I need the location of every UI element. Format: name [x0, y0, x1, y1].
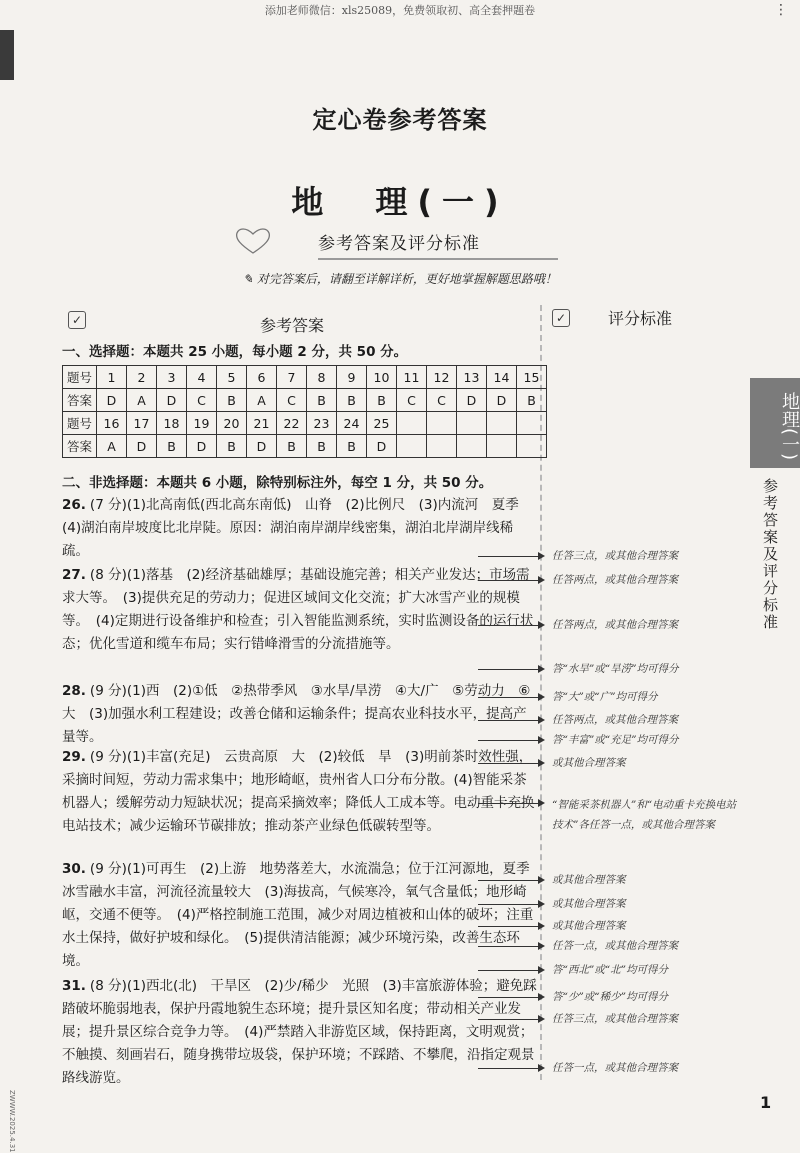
table-cell: 19 — [187, 412, 217, 435]
note-arrow-line — [478, 997, 538, 998]
table-cell: 4 — [187, 366, 217, 389]
question-number: 31. — [62, 978, 86, 994]
table-cell — [487, 435, 517, 458]
arrow-right-icon — [538, 716, 545, 724]
section-2-heading: 二、非选择题：本题共 6 小题，除特别标注外，每空 1 分，共 50 分。 — [62, 475, 493, 491]
tip-label: 对完答案后，请翻至详解详析，更好地掌握解题思路哦！ — [256, 272, 557, 286]
table-cell — [397, 435, 427, 458]
note-arrow-line — [478, 625, 538, 626]
table-cell: 14 — [487, 366, 517, 389]
table-cell: 题号 — [63, 366, 97, 389]
note-arrow-line — [478, 803, 538, 804]
arrow-right-icon — [538, 576, 545, 584]
table-cell — [517, 412, 547, 435]
table-cell: 答案 — [63, 435, 97, 458]
arrow-right-icon — [538, 922, 545, 930]
table-cell: B — [517, 389, 547, 412]
answer-text: (9 分)(1)西 (2)①低 ②热带季风 ③水旱/旱涝 ④大/广 ⑤劳动力 ⑥大 (3)加强水利工程建设；改善仓储和运输条件；提高农业科技水平，提高产量等。 — [62, 683, 531, 745]
answer-text: (8 分)(1)西北(北) 干旱区 (2)少/稀少 光照 (3)丰富旅游体验；避免踩踏破坏脆弱地表，保护丹霞地貌生态环境；提升景区知名度；带动相关产业发展；提升景区综合竞争力等。 (4)严禁踏入非游览区域，保持距离，文明观赏；不触摸、刻画岩石，随身携带垃圾袋，保护环境；不踩踏、不攀爬，沿指定观景路线游览。 — [62, 978, 537, 1086]
note-arrow-line — [478, 1068, 538, 1069]
note-arrow-line — [478, 580, 538, 581]
table-cell: 12 — [427, 366, 457, 389]
table-cell: C — [397, 389, 427, 412]
heart-icon — [231, 225, 275, 257]
table-cell — [427, 412, 457, 435]
scoring-note: 任答两点，或其他合理答案 — [552, 574, 678, 586]
table-row — [63, 435, 547, 458]
more-menu-icon[interactable]: ⋮ — [774, 2, 788, 18]
table-cell: D — [187, 435, 217, 458]
table-row — [63, 412, 547, 435]
table-cell: C — [277, 389, 307, 412]
table-cell: 22 — [277, 412, 307, 435]
table-cell: 7 — [277, 366, 307, 389]
note-arrow-line — [478, 1019, 538, 1020]
table-cell: D — [97, 389, 127, 412]
answer-31 — [62, 975, 540, 1090]
banner-underline — [318, 258, 558, 260]
table-cell — [487, 412, 517, 435]
table-cell — [397, 412, 427, 435]
arrow-right-icon — [538, 759, 545, 767]
table-cell: 16 — [97, 412, 127, 435]
table-cell: 20 — [217, 412, 247, 435]
table-cell: D — [247, 435, 277, 458]
scoring-note: 答“少”或“稀少”均可得分 — [552, 991, 668, 1003]
table-row — [63, 366, 547, 389]
scoring-note: 或其他合理答案 — [552, 874, 626, 886]
table-cell: 24 — [337, 412, 367, 435]
arrow-right-icon — [538, 1015, 545, 1023]
table-row — [63, 389, 547, 412]
note-arrow-line — [478, 763, 538, 764]
answer-text: (9 分)(1)丰富(充足) 云贵高原 大 (2)较低 旱 (3)明前茶时效性强，采摘时间短，劳动力需求集中；地形崎岖，贵州省人口分布分散。(4)智能采茶机器人；缓解劳动力短缺状况；提高采摘效率；降低人工成本等。电动重卡充换电站技术；减少运输环节碳排放；推动茶产业绿色低碳转型等。 — [62, 749, 535, 834]
note-arrow-line — [478, 556, 538, 557]
table-cell: B — [157, 435, 187, 458]
section-1-heading: 一、选择题：本题共 25 小题，每小题 2 分，共 50 分。 — [62, 344, 408, 360]
scoring-note: 或其他合理答案 — [552, 920, 626, 932]
note-arrow-line — [478, 880, 538, 881]
table-cell: 10 — [367, 366, 397, 389]
table-cell: 题号 — [63, 412, 97, 435]
answer-29 — [62, 746, 540, 838]
check-icon: ✓ — [68, 311, 86, 329]
note-arrow-line — [478, 946, 538, 947]
binding-edge — [0, 30, 14, 80]
note-arrow-line — [478, 740, 538, 741]
table-cell: 21 — [247, 412, 277, 435]
answer-27 — [62, 564, 540, 656]
scoring-column-header: 评分标准 — [608, 309, 673, 328]
answers-column-header: 参考答案 — [260, 316, 325, 335]
scoring-note: 任答三点，或其他合理答案 — [552, 550, 678, 562]
arrow-right-icon — [538, 900, 545, 908]
subject-side-tab: 地理(一) — [750, 378, 800, 468]
pencil-icon: ✎ — [243, 272, 257, 286]
arrow-right-icon — [538, 736, 545, 744]
scoring-note: 答“水旱”或“旱涝”均可得分 — [552, 663, 679, 675]
table-cell: B — [307, 389, 337, 412]
table-cell: 15 — [517, 366, 547, 389]
side-label: 参考答案及评分标准 — [761, 478, 779, 631]
scoring-note: 任答三点，或其他合理答案 — [552, 1013, 678, 1025]
question-number: 30. — [62, 861, 86, 877]
table-cell: 8 — [307, 366, 337, 389]
table-cell: B — [217, 389, 247, 412]
header-watermark: 添加老师微信：xls25089，免费领取初、高全套押题卷 — [264, 4, 536, 17]
answer-text: (7 分)(1)北高南低(西北高东南低) 山脊 (2)比例尺 (3)内流河 夏季 (4)湖泊南岸坡度比北岸陡。原因：湖泊南岸湖岸线密集，湖泊北岸湖岸线稀疏。 — [62, 497, 533, 559]
margin-code: ZWWW.2025.4.31 — [8, 1090, 16, 1153]
arrow-right-icon — [538, 942, 545, 950]
answer-text: (9 分)(1)可再生 (2)上游 地势落差大，水流湍急；位于江河源地，夏季冰雪融水丰富，河流径流量较大 (3)海拔高，气候寒冷，氧气含量低；地形崎岖，交通不便等。 (4)严格控制施工范围，减少对周边植被和山体的破坏；注重水土保持，做好护坡和绿化。 (5)提供清洁能源；减少环境污染，改善生态环境。 — [62, 861, 534, 969]
arrow-right-icon — [538, 693, 545, 701]
arrow-right-icon — [538, 799, 545, 807]
table-cell: A — [127, 389, 157, 412]
banner-title: 参考答案及评分标准 — [318, 234, 480, 254]
table-cell: D — [157, 389, 187, 412]
table-cell: B — [307, 435, 337, 458]
question-number: 29. — [62, 749, 86, 765]
table-cell: A — [247, 389, 277, 412]
page-number: 1 — [760, 1093, 772, 1112]
table-cell: B — [337, 435, 367, 458]
table-cell: 11 — [397, 366, 427, 389]
arrow-right-icon — [538, 665, 545, 673]
arrow-right-icon — [538, 1064, 545, 1072]
table-cell: D — [487, 389, 517, 412]
page-title: 定心卷参考答案 — [312, 106, 488, 134]
table-cell: C — [427, 389, 457, 412]
note-arrow-line — [478, 904, 538, 905]
scoring-note: 任答一点，或其他合理答案 — [552, 940, 678, 952]
table-cell: 1 — [97, 366, 127, 389]
table-cell: 2 — [127, 366, 157, 389]
table-cell: B — [337, 389, 367, 412]
question-number: 26. — [62, 497, 86, 513]
table-cell: 13 — [457, 366, 487, 389]
table-cell: 9 — [337, 366, 367, 389]
scoring-note: 答“丰富”或“充足”均可得分 — [552, 734, 679, 746]
table-cell: 6 — [247, 366, 277, 389]
scoring-note: 或其他合理答案 — [552, 898, 626, 910]
scoring-note: 或其他合理答案 — [552, 757, 626, 769]
table-cell: B — [367, 389, 397, 412]
table-cell: D — [367, 435, 397, 458]
subject-title: 地 理(一) — [291, 183, 509, 221]
scoring-note: 任答两点，或其他合理答案 — [552, 714, 678, 726]
table-cell — [457, 435, 487, 458]
check-icon: ✓ — [552, 309, 570, 327]
scoring-note: 答“西北”或“北”均可得分 — [552, 964, 668, 976]
answer-28 — [62, 680, 540, 749]
note-arrow-line — [478, 926, 538, 927]
note-arrow-line — [478, 697, 538, 698]
scoring-note: “智能采茶机器人”和“电动重卡充换电站技术”各任答一点，或其他合理答案 — [552, 799, 737, 831]
answer-30 — [62, 858, 540, 973]
table-cell: 25 — [367, 412, 397, 435]
arrow-right-icon — [538, 876, 545, 884]
table-cell: D — [127, 435, 157, 458]
arrow-right-icon — [538, 993, 545, 1001]
table-cell: C — [187, 389, 217, 412]
table-cell: 答案 — [63, 389, 97, 412]
table-cell — [457, 412, 487, 435]
table-cell — [517, 435, 547, 458]
arrow-right-icon — [538, 552, 545, 560]
arrow-right-icon — [538, 966, 545, 974]
note-arrow-line — [478, 720, 538, 721]
answer-table — [62, 365, 547, 458]
table-cell: A — [97, 435, 127, 458]
scoring-note: 任答两点，或其他合理答案 — [552, 619, 678, 631]
table-cell: 18 — [157, 412, 187, 435]
table-cell: 23 — [307, 412, 337, 435]
table-cell — [427, 435, 457, 458]
table-cell: D — [457, 389, 487, 412]
table-cell: 3 — [157, 366, 187, 389]
arrow-right-icon — [538, 621, 545, 629]
scoring-note: 答“大”或“广”均可得分 — [552, 691, 658, 703]
tip-text — [0, 270, 800, 287]
answer-text: (8 分)(1)落基 (2)经济基础雄厚；基础设施完善；相关产业发达；市场需求大等。 (3)提供充足的劳动力；促进区域间文化交流；扩大冰雪产业的规模等。 (4)定期进行设备维护和检查；引入智能监测系统，实时监测设备的运行状态；优化雪道和缆车布局；实行错峰滑雪的分流措施等。 — [62, 567, 534, 652]
answer-26 — [62, 494, 540, 563]
table-cell: 17 — [127, 412, 157, 435]
note-arrow-line — [478, 970, 538, 971]
question-number: 28. — [62, 683, 86, 699]
scoring-note: 任答一点，或其他合理答案 — [552, 1062, 678, 1074]
question-number: 27. — [62, 567, 86, 583]
table-cell: B — [217, 435, 247, 458]
note-arrow-line — [478, 669, 538, 670]
table-cell: 5 — [217, 366, 247, 389]
table-cell: B — [277, 435, 307, 458]
